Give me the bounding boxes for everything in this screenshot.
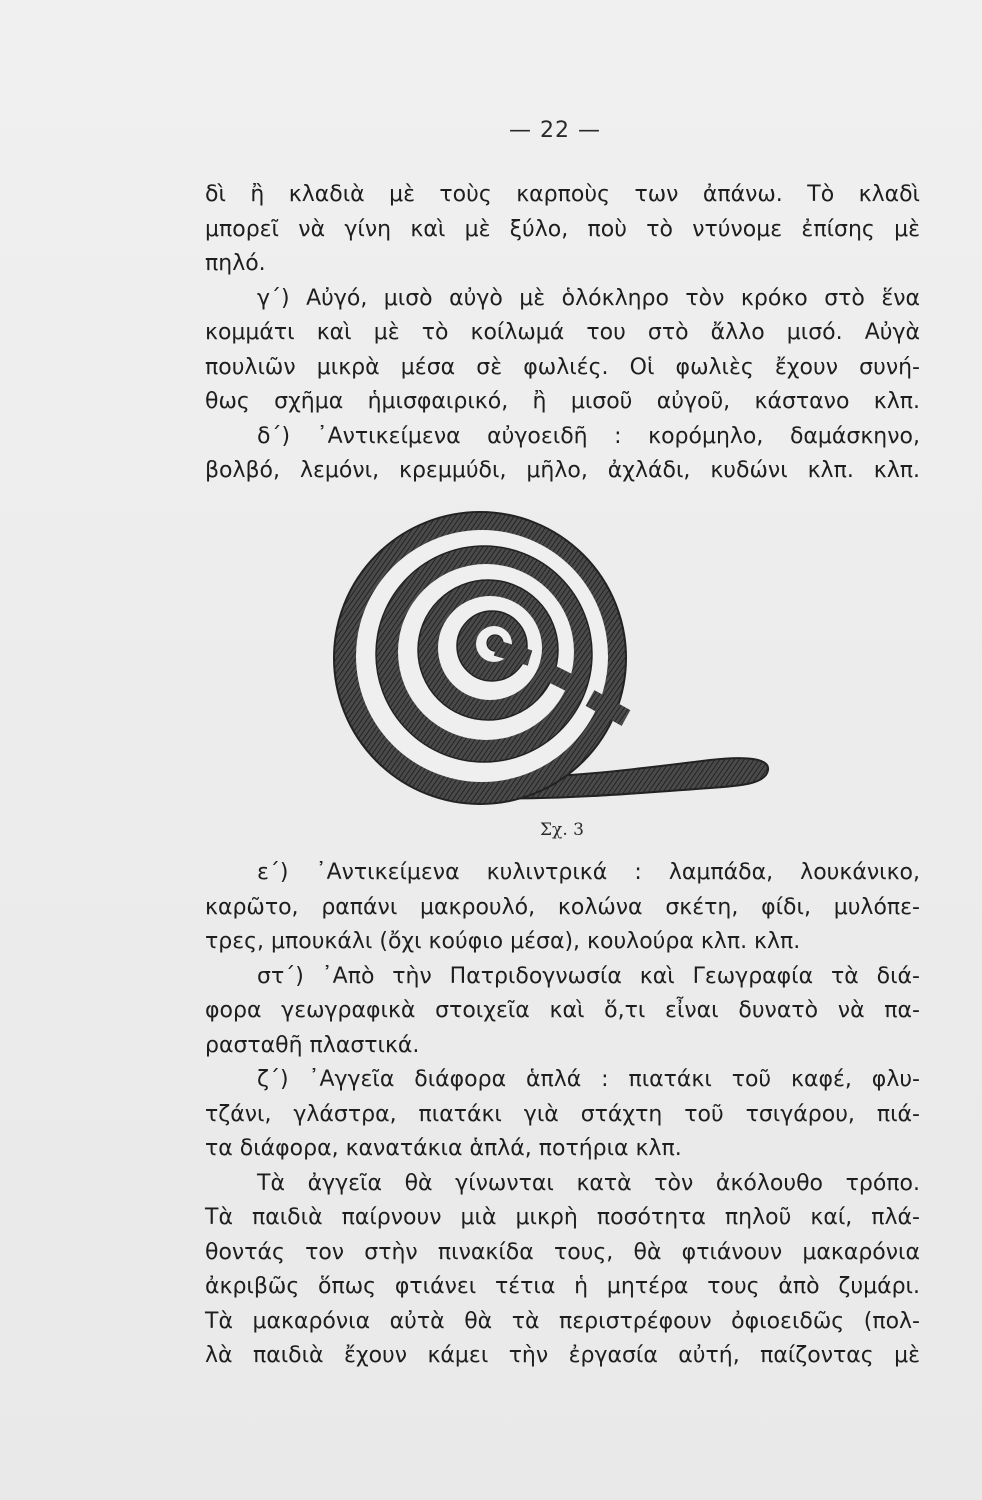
text-line: τζάνι, γλάστρα, πιατάκι γιὰ στάχτη τοῦ τσιγάρου, πιά-	[205, 1101, 920, 1127]
text-line: λὰ παιδιὰ ἔχουν κάμει τὴν ἐργασία αὐτή, παίζοντας μὲ	[205, 1343, 920, 1368]
text-line: ἀκριβῶς ὅπως φτιάνει τέτια ἡ μητέρα τους ἀπὸ ζυμάρι.	[205, 1274, 920, 1299]
text-line: Τὰ παιδιὰ παίρνουν μιὰ μικρὴ ποσότητα πηλοῦ καί, πλά-	[205, 1205, 920, 1230]
text-line: θως σχῆμα ἡμισφαιρικό, ἢ μισοῦ αὐγοῦ, κάστανο κλπ.	[205, 389, 920, 414]
figure-caption: Σχ. 3	[540, 820, 584, 840]
text-line: ρασταθῆ πλαστικά.	[205, 1032, 420, 1058]
text-line: φορα γεωγραφικὰ στοιχεῖα καὶ ὅ,τι εἶναι δυνατὸ νὰ πα-	[205, 998, 920, 1023]
text-block-bottom	[205, 856, 920, 1374]
text-line: πηλό.	[205, 251, 266, 276]
text-block-top	[205, 178, 920, 489]
text-line: κομμάτι καὶ μὲ τὸ κοίλωμά του στὸ ἄλλο μισό. Αὐγὰ	[205, 320, 920, 345]
text-line: στ΄) ᾿Απὸ τὴν Πατριδογνωσία καὶ Γεωγραφία τὰ διά-	[257, 963, 920, 989]
spiral-link	[496, 648, 530, 658]
text-line: ε΄) ᾿Αντικείμενα κυλιντρικά : λαμπάδα, λουκάνικο,	[257, 860, 920, 885]
text-line: Τὰ ἀγγεῖα θὰ γίνωνται κατὰ τὸν ἀκόλουθο τρόπο.	[257, 1170, 920, 1196]
text-line: γ΄) Αὐγό, μισὸ αὐγὸ μὲ ὁλόκληρο τὸν κρόκο στὸ ἕνα	[257, 285, 920, 311]
page-number: — 22 —	[509, 118, 601, 143]
text-line: καρῶτο, ραπάνι μακρουλό, κολώνα σκέτη, φίδι, μυλόπε-	[205, 894, 920, 920]
text-line: τα διάφορα, κανατάκια ἁπλά, ποτήρια κλπ.	[205, 1136, 682, 1161]
text-line: μπορεῖ νὰ γίνη καὶ μὲ ξύλο, ποὺ τὸ ντύνομε ἐπίσης μὲ	[205, 216, 920, 242]
text-line: πουλιῶν μικρὰ μέσα σὲ φωλιές. Οἱ φωλιὲς ἔχουν συνή-	[205, 354, 920, 380]
coiled-clay-spiral-icon	[290, 508, 780, 818]
text-line: βολβό, λεμόνι, κρεμμύδι, μῆλο, ἀχλάδι, κυδώνι κλπ. κλπ.	[205, 458, 920, 483]
text-line: τρες, μπουκάλι (ὄχι κούφιο μέσα), κουλούρα κλπ. κλπ.	[205, 929, 801, 954]
text-line: Τὰ μακαρόνια αὐτὰ θὰ τὰ περιστρέφουν ὀφιοειδῶς (πολ-	[205, 1308, 920, 1334]
text-line: θοντάς τον στὴν πινακίδα τους, θὰ φτιάνουν μακαρόνια	[205, 1239, 920, 1265]
text-line: δ΄) ᾿Αντικείμενα αὐγοειδῆ : κορόμηλο, δαμάσκηνο,	[257, 423, 920, 449]
text-line: δὶ ἢ κλαδιὰ μὲ τοὺς καρποὺς των ἀπάνω. Τὸ κλαδὶ	[205, 182, 920, 207]
text-line: ζ΄) ᾿Αγγεῖα διάφορα ἁπλά : πιατάκι τοῦ καφέ, φλυ-	[257, 1067, 920, 1092]
